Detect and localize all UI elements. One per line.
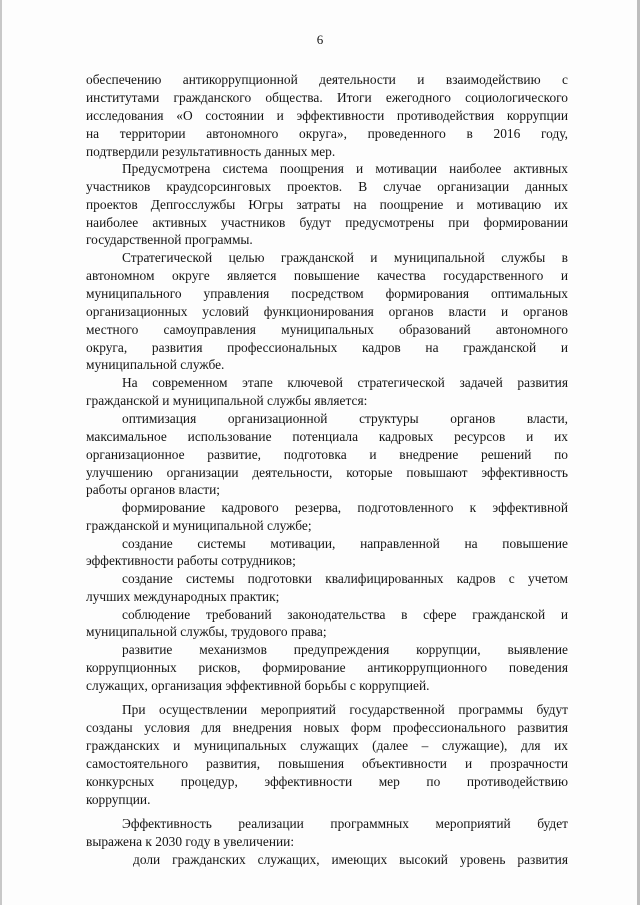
text-line: гражданской и муниципальной службе; xyxy=(86,518,312,533)
list-item-first-line: доли гражданских служащих, имеющих высокий уровень развития xyxy=(133,852,568,867)
text-line: муниципальной службе. xyxy=(86,357,225,372)
text-line: коррупционных рисков, формирование антикоррупционного поведения xyxy=(86,660,568,675)
text-line: эффективности работы сотрудников; xyxy=(86,553,296,568)
paragraph-first-line: Предусмотрена система поощрения и мотивации наиболее активных xyxy=(122,161,568,176)
paragraph-first-line: Стратегической целью гражданской и муниципальной службы в xyxy=(122,250,568,265)
text-line: организационных условий функционирования органов власти и органов xyxy=(86,304,568,319)
paragraph-first-line: На современном этапе ключевой стратегической задачей развития xyxy=(122,375,568,390)
page-number: 6 xyxy=(316,32,324,47)
text-line: лучших международных практик; xyxy=(86,589,280,604)
list-item-first-line: формирование кадрового резерва, подготовленного к эффективной xyxy=(122,500,568,515)
list-item-first-line: развитие механизмов предупреждения коррупции, выявление xyxy=(122,642,568,657)
list-item-first-line: соблюдение требований законодательства в сфере гражданской и xyxy=(122,607,568,622)
text-line: максимальное использование потенциала кадровых ресурсов и их xyxy=(86,429,568,444)
text-line: коррупции. xyxy=(86,792,151,807)
text-line: автономном округе является повышение качества государственного и xyxy=(86,268,568,283)
text-line: проектов Депгосслужбы Югры затраты на поощрение и мотивацию их xyxy=(86,197,568,212)
text-line: институтами гражданского общества. Итоги ежегодного социологического xyxy=(86,90,568,105)
text-line: обеспечению антикоррупционной деятельности и взаимодействию с xyxy=(86,72,568,87)
text-line: наиболее активных участников будут предусмотрены при формировании xyxy=(86,215,568,230)
text-line: организационное развитие, подготовка и внедрение решений по xyxy=(86,447,568,462)
text-line: служащих, организация эффективной борьбы с коррупцией. xyxy=(86,678,430,693)
text-line: исследования «О состоянии и эффективности противодействия коррупции xyxy=(86,108,568,123)
text-line: работы органов власти; xyxy=(86,482,220,497)
text-line: округа, развития профессиональных кадров на гражданской и xyxy=(86,340,568,355)
text-line: самостоятельного развития, повышения объективности и прозрачности xyxy=(86,756,568,771)
scan-edge-left xyxy=(0,0,2,905)
text-line: конкурсных процедур, эффективности мер по противодействию xyxy=(86,774,568,789)
text-line: выражена к 2030 году в увеличении: xyxy=(86,834,295,849)
text-line: созданы условия для внедрения новых форм профессионального развития xyxy=(86,720,568,735)
list-item-first-line: оптимизация организационной структуры органов власти, xyxy=(122,411,568,426)
list-item-first-line: создание системы мотивации, направленной на повышение xyxy=(122,536,568,551)
paragraph-first-line: При осуществлении мероприятий государственной программы будут xyxy=(122,702,568,717)
text-line: местного самоуправления муниципальных образований автономного xyxy=(86,322,568,337)
text-line: государственной программы. xyxy=(86,232,253,247)
text-line: улучшению организации деятельности, которые повышают эффективность xyxy=(86,465,568,480)
paragraph-first-line: Эффективность реализации программных мероприятий будет xyxy=(122,816,568,831)
text-line: гражданских и муниципальных служащих (далее – служащие), для их xyxy=(86,738,568,753)
text-line: подтвердили результативность данных мер. xyxy=(86,144,336,159)
text-line: муниципального управления посредством формирования оптимальных xyxy=(86,286,568,301)
list-item-first-line: создание системы подготовки квалифицированных кадров с учетом xyxy=(122,571,568,586)
text-line: гражданской и муниципальной службы является: xyxy=(86,393,368,408)
text-line: муниципальной службы, трудового права; xyxy=(86,624,327,639)
text-line: на территории автономного округа», проведенного в 2016 году, xyxy=(86,126,568,141)
text-line: участников краудсорсинговых проектов. В случае организации данных xyxy=(86,179,568,194)
